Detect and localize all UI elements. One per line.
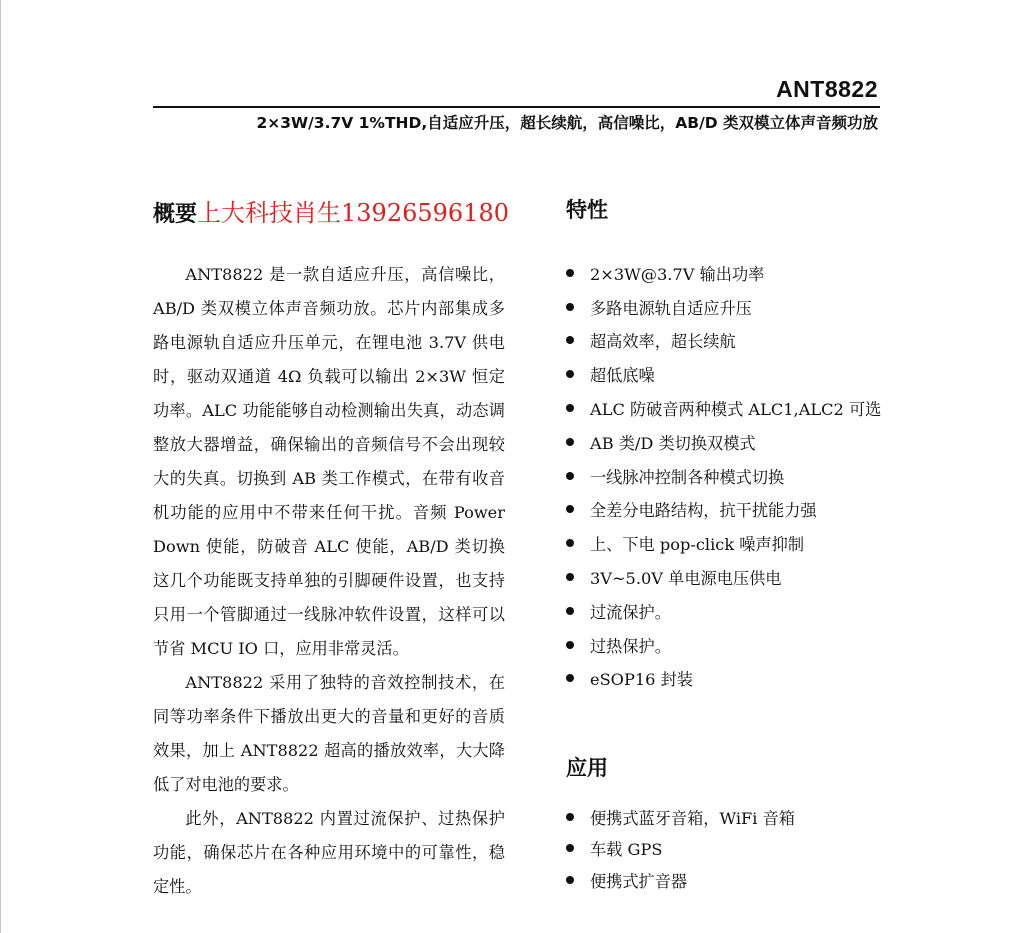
feature-text: 上、下电 pop-click 噪声抑制 <box>590 535 805 555</box>
bullet-icon <box>566 844 574 852</box>
feature-item <box>566 256 881 290</box>
feature-text: AB 类/D 类切换双模式 <box>590 433 756 453</box>
application-text: 便携式蓝牙音箱，WiFi 音箱 <box>590 808 795 828</box>
bullet-icon <box>566 404 574 412</box>
application-item <box>566 801 795 833</box>
applications-list <box>566 801 795 896</box>
feature-text: 全差分电路结构，抗干扰能力强 <box>590 501 817 521</box>
feature-item <box>566 560 881 594</box>
page-edge <box>0 0 1 933</box>
overview-paragraph: ANT8822 是一款自适应升压，高信噪比，AB/D 类双模立体声音频功放。芯片内部集成多路电源轨自适应升压单元，在锂电池 3.7V 供电时，驱动双通道 4Ω 负载可以输出 2×3W 恒定功率。ALC 功能能够自动检测输出失真，动态调整放大器增益，确保输出的音频信号不会出现较大的失真。切换到 AB 类工作模式，在带有收音机功能的应用中不带来任何干扰。音频 Power Down 使能，防破音 ALC 使能，AB/D 类切换这几个功能既支持单独的引脚硬件设置，也支持只用一个管脚通过一线脉冲软件设置，这样可以节省 MCU IO 口，应用非常灵活。 <box>153 265 505 658</box>
feature-text: 一线脉冲控制各种模式切换 <box>590 467 785 487</box>
feature-item <box>566 290 881 324</box>
feature-item <box>566 324 881 358</box>
feature-text: 超低底噪 <box>590 366 655 386</box>
bullet-icon <box>566 269 574 277</box>
application-item <box>566 864 795 896</box>
bullet-icon <box>566 336 574 344</box>
subtitle: 2×3W/3.7V 1%THD,自适应升压，超长续航，高信噪比，AB/D 类双模立体声音频功放 <box>256 114 878 132</box>
feature-text: 过热保护。 <box>590 636 671 656</box>
bullet-icon <box>566 607 574 615</box>
bullet-icon <box>566 674 574 682</box>
application-text: 便携式扩音器 <box>590 871 688 891</box>
bullet-icon <box>566 573 574 581</box>
bullet-icon <box>566 876 574 884</box>
feature-item <box>566 391 881 425</box>
feature-item <box>566 493 881 527</box>
header-rule <box>153 106 880 108</box>
feature-text: 多路电源轨自适应升压 <box>590 298 752 318</box>
bullet-icon <box>566 303 574 311</box>
overview-body <box>153 258 505 904</box>
overview-contact: 上大科技肖生13926596180 <box>197 199 509 227</box>
bullet-icon <box>566 539 574 547</box>
feature-text: 2×3W@3.7V 输出功率 <box>590 264 765 284</box>
feature-item <box>566 425 881 459</box>
bullet-icon <box>566 813 574 821</box>
feature-item <box>566 526 881 560</box>
bullet-icon <box>566 472 574 480</box>
bullet-icon <box>566 370 574 378</box>
features-list <box>566 256 881 695</box>
feature-item <box>566 594 881 628</box>
feature-item <box>566 628 881 662</box>
feature-text: 3V~5.0V 单电源电压供电 <box>590 569 782 589</box>
bullet-icon <box>566 505 574 513</box>
bullet-icon <box>566 641 574 649</box>
feature-text: eSOP16 封装 <box>590 670 693 690</box>
feature-text: 过流保护。 <box>590 602 671 622</box>
part-number: ANT8822 <box>776 76 878 102</box>
overview-heading <box>153 193 509 228</box>
application-text: 车载 GPS <box>590 840 663 860</box>
overview-title: 概要 <box>153 202 198 227</box>
overview-paragraph: 此外，ANT8822 内置过流保护、过热保护功能，确保芯片在各种应用环境中的可靠性，稳定性。 <box>153 809 505 896</box>
feature-text: 超高效率，超长续航 <box>590 332 736 352</box>
bullet-icon <box>566 438 574 446</box>
feature-item <box>566 357 881 391</box>
application-item <box>566 833 795 865</box>
feature-text: ALC 防破音两种模式 ALC1,ALC2 可选 <box>590 400 882 420</box>
overview-paragraph: ANT8822 采用了独特的音效控制技术，在同等功率条件下播放出更大的音量和更好的音质效果，加上 ANT8822 超高的播放效率，大大降低了对电池的要求。 <box>153 673 505 794</box>
feature-item <box>566 662 881 696</box>
applications-title: 应用 <box>566 756 608 780</box>
features-title: 特性 <box>566 198 608 222</box>
feature-item <box>566 459 881 493</box>
